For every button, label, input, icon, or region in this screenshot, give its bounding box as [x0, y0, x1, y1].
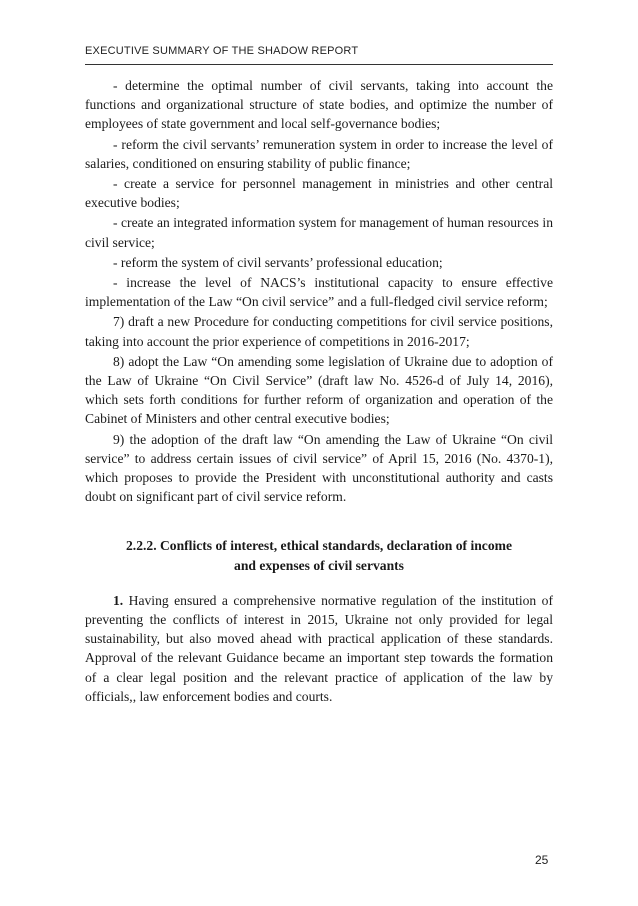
paragraph: - determine the optimal number of civil servants, taking into account the functions and organizational structure of state bodies, and optimize the number of employees of state government and local self-governance bodies;: [85, 78, 553, 132]
paragraph: - create an integrated information system for management of human resources in civil service;: [85, 215, 553, 250]
page-body: [85, 76, 553, 706]
paragraph: 9) the adoption of the draft law “On amending the Law of Ukraine “On civil service” to address certain issues of civil service” of April 15, 2016 (No. 4370-1), which proposes to provide the President with unconstitutional authority and casts doubt on significant part of civil service reform.: [85, 431, 553, 505]
paragraph: - reform the system of civil servants’ professional education;: [113, 254, 443, 270]
section-heading-line-2: and expenses of civil servants: [234, 557, 404, 573]
paragraph: 8) adopt the Law “On amending some legislation of Ukraine due to adoption of the Law of Ukraine “On Civil Service” (draft law No. 4526-d of July 14, 2016), which sets forth conditions for further reform of organization and operation of the Cabinet of Ministers and other central executive bodies;: [85, 353, 553, 427]
page-number: 25: [535, 853, 549, 867]
paragraph: - increase the level of NACS’s institutional capacity to ensure effective implementation of the Law “On civil service” and a full-fledged civil service reform;: [85, 275, 553, 310]
running-header: EXECUTIVE SUMMARY OF THE SHADOW REPORT: [85, 45, 359, 57]
paragraph-number: 1.: [113, 592, 124, 608]
paragraph-text: Having ensured a comprehensive normative regulation of the institution of preventing the conflicts of interest in 2015, Ukraine not only provided for legal sustainability, but also moved ahead with practical application of these standards. Approval of the relevant Guidance became an important step towards the formation of a clear legal position and the relevant practice of application of the law by officials,, law enforcement bodies and courts.: [85, 592, 553, 704]
paragraph: - reform the civil servants’ remuneration system in order to increase the level of salaries, conditioned on ensuring stability of public finance;: [85, 136, 553, 171]
section-heading-line-1: 2.2.2. Conflicts of interest, ethical standards, declaration of income: [126, 538, 512, 554]
header-rule: [85, 64, 553, 65]
section-paragraph: [85, 591, 553, 706]
paragraph: - create a service for personnel management in ministries and other central executive bodies;: [85, 176, 553, 211]
section-heading: [85, 536, 553, 574]
paragraph: 7) draft a new Procedure for conducting competitions for civil service positions, taking into account the prior experience of competitions in 2016-2017;: [85, 314, 553, 349]
